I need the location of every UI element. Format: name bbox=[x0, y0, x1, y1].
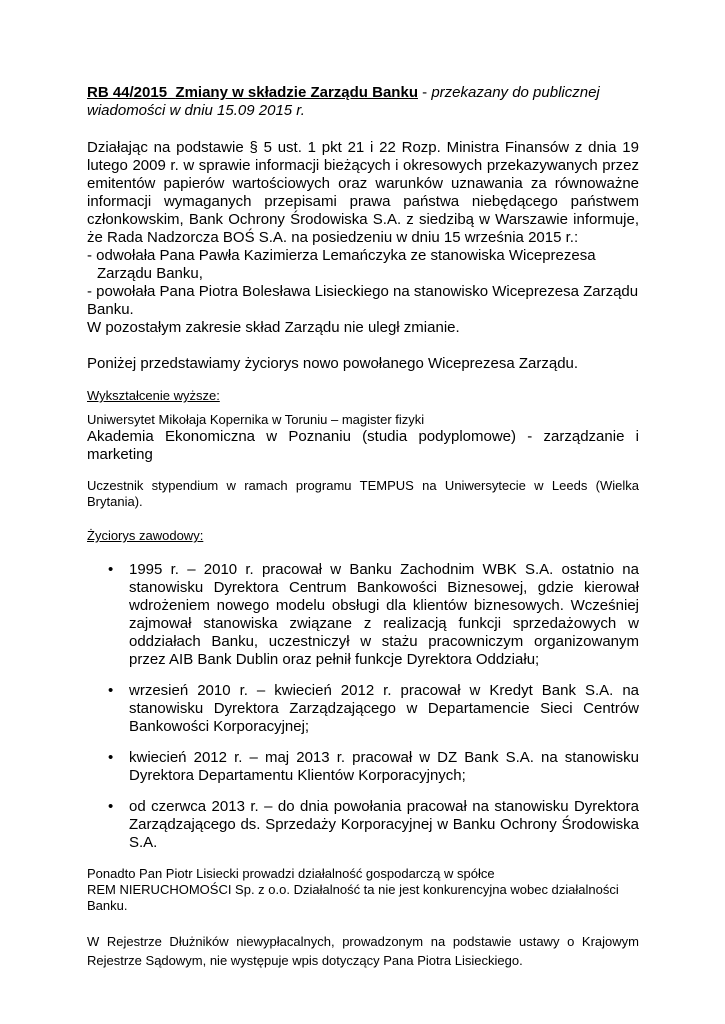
education-item-umk: Uniwersytet Mikołaja Kopernika w Toruniu – magister fizyki bbox=[87, 412, 425, 427]
career-item bbox=[87, 749, 639, 785]
career-item bbox=[87, 798, 639, 852]
title-dash: - bbox=[422, 84, 428, 101]
business-line-2: REM NIERUCHOMOŚCI Sp. z o.o. Działalność ta nie jest konkurencyjna wobec działalności Banku. bbox=[87, 882, 619, 913]
appointment-line-cont: Banku. bbox=[87, 301, 134, 318]
career-list bbox=[87, 561, 639, 852]
career-item-text: kwiecień 2012 r. – maj 2013 r. pracował w DZ Bank S.A. na stanowisku Dyrektora Departamentu Klientów Korporacyjnych; bbox=[129, 749, 639, 784]
bio-intro: Poniżej przedstawiamy życiorys nowo powołanego Wiceprezesa Zarządu. bbox=[87, 355, 579, 372]
business-activity-note bbox=[87, 866, 639, 914]
career-item-text: 1995 r. – 2010 r. pracował w Banku Zachodnim WBK S.A. ostatnio na stanowisku Dyrektora Centrum Bankowości Biznesowej, gdzie kierował wdrożeniem nowego modelu obsługi dla klientów biznesowych. Wcześniej zajmował stanowiska związane z realizacją funkcji sprzedażowych w oddziałach Banku, uczestniczył w stażu pracowniczym organizowanym przez AIB Bank Dublin oraz pełnił funkcje Dyrektora Oddziału; bbox=[129, 561, 639, 668]
career-heading: Życiorys zawodowy: bbox=[87, 528, 204, 543]
career-item-text: wrzesień 2010 r. – kwiecień 2012 r. pracował w Kredyt Bank S.A. na stanowisku Dyrektora Zarządzającego w Departamencie Sieci Centrów Bankowości Korporacyjnej; bbox=[129, 682, 639, 735]
document-title bbox=[87, 84, 639, 120]
bullet-icon: • bbox=[108, 749, 114, 766]
publication-note: przekazany do publicznej bbox=[431, 84, 600, 101]
career-item bbox=[87, 561, 639, 669]
bullet-icon: • bbox=[108, 561, 114, 578]
report-code: RB 44/2015 bbox=[87, 84, 168, 101]
debtor-register-note: W Rejestrze Dłużników niewypłacalnych, prowadzonym na podstawie ustawy o Krajowym Rejestrze Sądowym, nie występuje wpis dotyczący Pana Piotra Lisieckiego. bbox=[87, 934, 639, 968]
bullet-icon: • bbox=[108, 682, 114, 699]
education-item-tempus: Uczestnik stypendium w ramach programu TEMPUS na Uniwersytecie w Leeds (Wielka Brytania). bbox=[87, 478, 639, 509]
bullet-icon: • bbox=[108, 798, 114, 815]
appointment-line: - powołała Pana Piotra Bolesława Lisieckiego na stanowisko Wiceprezesa Zarządu bbox=[87, 283, 639, 300]
dismissal-line-cont: Zarządu Banku, bbox=[97, 265, 203, 282]
document-page bbox=[87, 84, 639, 970]
report-subject: Zmiany w składzie Zarządu Banku bbox=[175, 84, 418, 101]
no-change-statement: W pozostałym zakresie skład Zarządu nie uległ zmianie. bbox=[87, 319, 460, 336]
publication-date: wiadomości w dniu 15.09 2015 r. bbox=[87, 102, 305, 119]
career-item bbox=[87, 682, 639, 736]
business-line-1: Ponadto Pan Piotr Lisiecki prowadzi działalność gospodarczą w spółce bbox=[87, 866, 495, 881]
intro-paragraph: Działając na podstawie § 5 ust. 1 pkt 21 i 22 Rozp. Ministra Finansów z dnia 19 lutego 2009 r. w sprawie informacji bieżących i okresowych przekazywanych przez emitentów papierów wartościowych oraz warunków uznawania za równoważne informacji wymaganych przepisami prawa państwa niebędącego państwem członkowskim, Bank Ochrony Środowiska S.A. z siedzibą w Warszawie informuje, że Rada Nadzorcza BOŚ S.A. na posiedzeniu w dniu 15 września 2015 r.: bbox=[87, 139, 639, 246]
education-item-ae: Akademia Ekonomiczna w Poznaniu (studia podyplomowe) - zarządzanie i marketing bbox=[87, 428, 639, 463]
education-heading: Wykształcenie wyższe: bbox=[87, 388, 220, 403]
board-changes-list bbox=[87, 247, 639, 319]
dismissal-line: - odwołała Pana Pawła Kazimierza Lemańczyka ze stanowiska Wiceprezesa bbox=[87, 247, 596, 264]
career-item-text: od czerwca 2013 r. – do dnia powołania pracował na stanowisku Dyrektora Zarządzającego ds. Sprzedaży Korporacyjnej w Banku Ochrony Środowiska S.A. bbox=[129, 798, 639, 851]
